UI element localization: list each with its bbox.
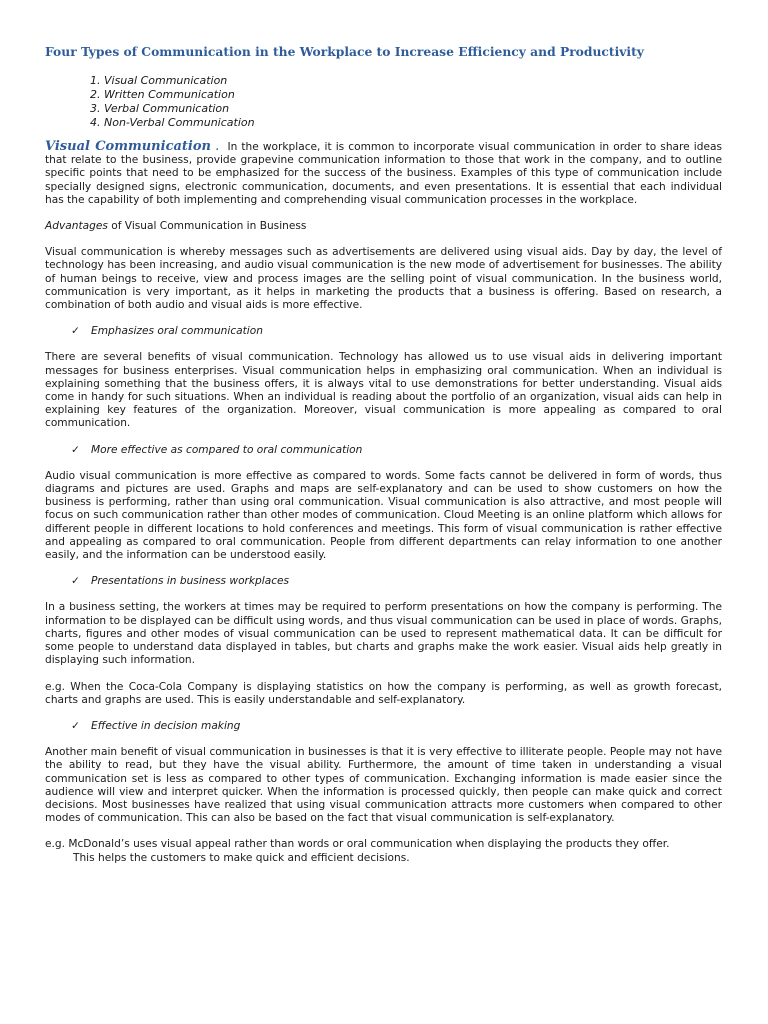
paragraph: Visual communication is whereby messages such as advertisements are delivered using visual aids. Day by day, the level of technology has been increasing, and audio visual communication is the new mode of advertisement for businesses. The ability of human beings to receive, view and process images are the selling point of visual communication. In the business world, communication is very important, as it helps in marketing the products that a business is offering. Based on research, a combination of both audio and visual aids is more effective. [45,246,722,312]
intro-text: In the workplace, it is common to incorporate visual communication in order to share ideas that relate to the business, provide grapevine communication information to those that work in the company, and to outline specific points that need to be emphasized for the success of the business. Examples of this type of communication include specially designed signs, electronic communication, documents, and even presentations. It is essential that each individual has the capability of both implementing and comprehending visual communication processes in the workplace. [45,141,722,206]
paragraph: e.g. McDonald’s uses visual appeal rather than words or oral communication when displaying the products they offer. [45,838,670,851]
document-page [45,44,722,865]
advantages-italic: Advantages [45,220,108,233]
list-item: 1. Visual Communication [90,74,228,87]
bullet-item [45,444,722,457]
heading-separator: . [215,139,220,154]
bullet-label: Emphasizes oral communication [91,325,263,338]
intro-paragraph [45,140,722,207]
paragraph: In a business setting, the workers at times may be required to perform presentations on how the company is performing. The information to be displayed can be difficult using words, and thus visual communication can be used in place of words. Graphs, charts, figures and other modes of visual communication can be used to represent mathematical data. It can be difficult for some people to understand data displayed in tables, but charts and graphs make the work easier. Visual aids help greatly in displaying such information. [45,601,722,667]
document-title: Four Types of Communication in the Workplace to Increase Efficiency and Productivity [45,44,644,59]
section-heading: Visual Communication [45,139,211,154]
checkmark-icon: ✓ [71,443,80,456]
advantages-heading [45,220,722,233]
bullet-label: Effective in decision making [91,719,241,732]
bullet-item [45,720,722,733]
list-item: 2. Written Communication [90,88,235,101]
paragraph: Another main benefit of visual communication in businesses is that it is very effective to illiterate people. People may not have the ability to read, but they have the visual ability. Furthermore, the amount of time taken in understanding a visual communication set is less as compared to other types of communication. Exchanging information is made easier since the audience will view and interpret quicker. When the information is processed quickly, then people can make quick and correct decisions. Most businesses have realized that using visual communication attracts more customers when compared to other modes of communication. This can also be based on the fact that visual communication is self-explanatory. [45,746,722,825]
bullet-label: More effective as compared to oral communication [91,443,363,456]
checkmark-icon: ✓ [71,325,80,338]
paragraph: e.g. When the Coca-Cola Company is displaying statistics on how the company is performing, as well as growth forecast, charts and graphs are used. This is easily understandable and self-explanatory. [45,680,722,706]
paragraph-continuation: This helps the customers to make quick and efficient decisions. [73,851,410,864]
checkmark-icon: ✓ [71,719,80,732]
paragraph: There are several benefits of visual communication. Technology has allowed us to use visual aids in delivering important messages for business enterprises. Visual communication helps in emphasizing oral communication. When an individual is explaining something that the business offers, it is always vital to use demonstrations for better understanding. Visual aids come in handy for such situations. When an individual is reading about the portfolio of an organization, visual aids can help in explaining key features of the organization. Moreover, visual communication is more appealing as compared to oral communication. [45,351,722,430]
paragraph: Audio visual communication is more effective as compared to words. Some facts cannot be delivered in form of words, thus diagrams and pictures are used. Graphs and maps are self-explanatory and can be used to show customers on how the business is performing, rather than using oral communication. Visual communication is also attractive, and most people will focus on such communication rather than other modes of communication. Cloud Meeting is an online platform which allows for different people in different locations to hold conferences and meetings. This form of visual communication is rather effective and appealing as compared to oral communication. People from different departments can relay information to one another easily, and the information can be understood easily. [45,469,722,562]
checkmark-icon: ✓ [71,575,80,588]
list-item: 4. Non-Verbal Communication [90,116,255,129]
communication-types-list [45,74,722,130]
advantages-rest: of Visual Communication in Business [107,220,307,233]
bullet-label: Presentations in business workplaces [91,575,290,588]
bullet-item [45,575,722,588]
bullet-item [45,325,722,338]
list-item: 3. Verbal Communication [90,102,230,115]
